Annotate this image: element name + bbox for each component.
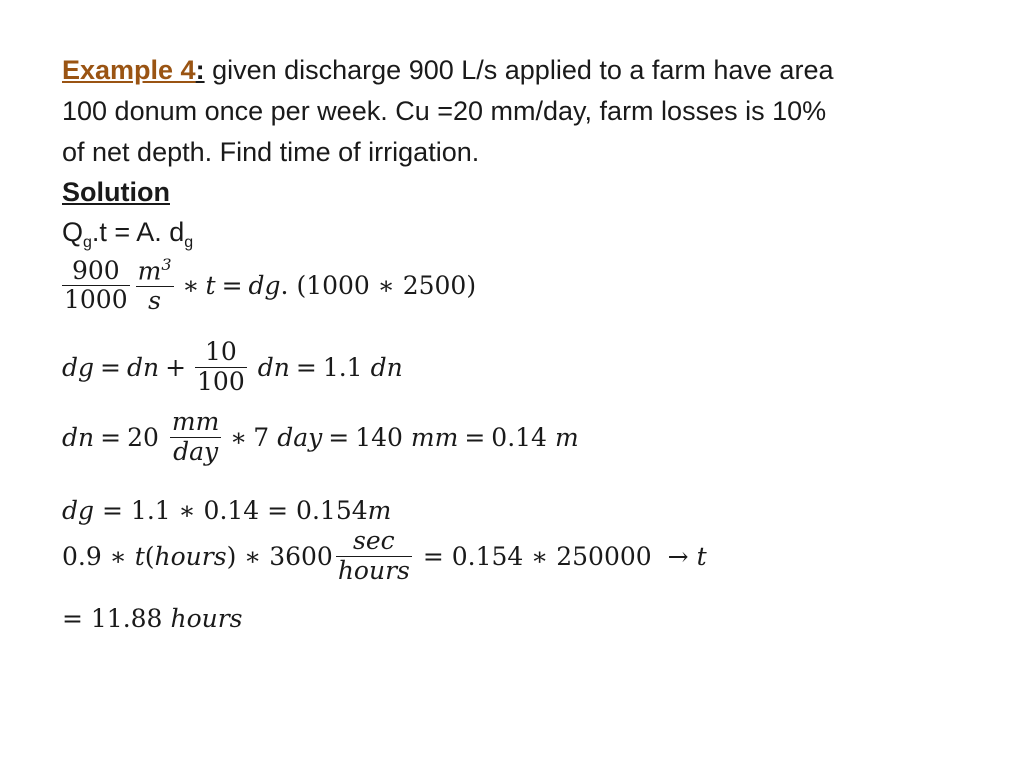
- equation-6: [62, 604, 243, 633]
- eq6-hours: hours: [170, 604, 243, 633]
- problem-text-2: 100 donum once per week. Cu =20 mm/day, farm losses is 10%: [62, 96, 827, 126]
- equation-1: [62, 256, 476, 316]
- eq1-star: ∗: [182, 271, 200, 301]
- eq0-mid: .t = A. d: [91, 217, 185, 247]
- eq1-m-sup: 3: [161, 255, 172, 274]
- eq3-equals-3: =: [464, 422, 486, 452]
- problem-line-1: [62, 53, 833, 87]
- eq3-f-num: mm: [171, 407, 220, 436]
- eq2-dn-2: dn: [257, 352, 290, 382]
- problem-text-1: given discharge 900 L/s applied to a farm have area: [204, 55, 834, 85]
- eq1-t: t: [205, 271, 216, 301]
- eq3-mm: mm: [410, 422, 459, 452]
- problem-text-3: of net depth. Find time of irrigation.: [62, 137, 480, 167]
- eq2-equals: =: [100, 352, 121, 382]
- eq3-value: 20: [127, 422, 159, 452]
- eq6-lead: = 11.88: [62, 604, 163, 633]
- eq1-f1-den: 1000: [64, 285, 128, 315]
- eq1-equals: =: [221, 271, 243, 301]
- eq5-open: (: [144, 541, 155, 571]
- equation-2: [62, 338, 403, 397]
- eq3-equals-2: =: [328, 422, 350, 452]
- example-label: Example 4: [62, 55, 196, 85]
- eq4-rest: = 1.1 ∗ 0.14 = 0.154: [102, 496, 368, 525]
- eq5-lead: 0.9 ∗: [62, 541, 127, 571]
- eq1-fraction-2: [136, 256, 174, 316]
- eq2-f-num: 10: [204, 337, 237, 366]
- eq3-equals: =: [100, 422, 122, 452]
- eq2-dg: dg: [62, 352, 95, 382]
- eq0-q-sub: g: [83, 234, 92, 251]
- eq3-value-2: 140: [355, 422, 403, 452]
- eq5-close: ) ∗ 3600: [226, 541, 333, 571]
- eq0-q: Q: [62, 217, 84, 247]
- example-colon: :: [195, 55, 205, 85]
- eq3-f-den: day: [173, 436, 219, 466]
- eq3-fraction: [170, 408, 221, 467]
- eq2-plus: +: [165, 352, 187, 382]
- eq4-dg: dg: [62, 496, 95, 525]
- eq0-d-sub: g: [184, 234, 194, 251]
- equation-5: [62, 527, 707, 586]
- eq2-value: 1.1: [322, 352, 363, 382]
- eq5-fraction: [336, 527, 412, 586]
- eq1-rest: . (1000 ∗ 2500): [280, 271, 477, 301]
- equation-base: [62, 215, 193, 254]
- equation-3: [62, 408, 579, 467]
- eq2-dn: dn: [126, 352, 160, 382]
- eq1-f2-num: [136, 256, 174, 286]
- eq1-dg: dg: [248, 271, 281, 301]
- eq3-day: day: [277, 422, 323, 452]
- eq4-m: m: [367, 496, 392, 525]
- eq1-f1-num: 900: [71, 255, 120, 285]
- eq3-m: m: [554, 422, 579, 452]
- eq5-rest: = 0.154 ∗ 250000: [422, 541, 652, 571]
- eq5-arrow: →: [667, 541, 689, 571]
- eq5-t: t: [134, 541, 145, 571]
- eq5-f-num: sec: [353, 526, 395, 555]
- eq2-dn-3: dn: [370, 352, 403, 382]
- eq1-m: m: [137, 256, 162, 286]
- eq5-f-den: hours: [337, 555, 410, 585]
- problem-line-3: [62, 135, 479, 169]
- eq3-star: ∗: [230, 422, 248, 452]
- eq1-fraction-1: [62, 257, 130, 316]
- eq3-seven: 7: [253, 422, 270, 452]
- eq2-fraction: [195, 338, 247, 397]
- eq1-f2-den: s: [148, 286, 161, 316]
- eq3-value-3: 0.14: [491, 422, 547, 452]
- eq5-t-2: t: [696, 541, 707, 571]
- solution-heading: [62, 175, 170, 209]
- problem-line-2: [62, 94, 826, 128]
- eq2-equals-2: =: [295, 352, 317, 382]
- equation-4: [62, 496, 391, 525]
- eq3-dn: dn: [62, 422, 95, 452]
- solution-label: Solution: [62, 177, 170, 207]
- eq5-hours: hours: [154, 541, 227, 571]
- eq2-f-den: 100: [197, 366, 245, 396]
